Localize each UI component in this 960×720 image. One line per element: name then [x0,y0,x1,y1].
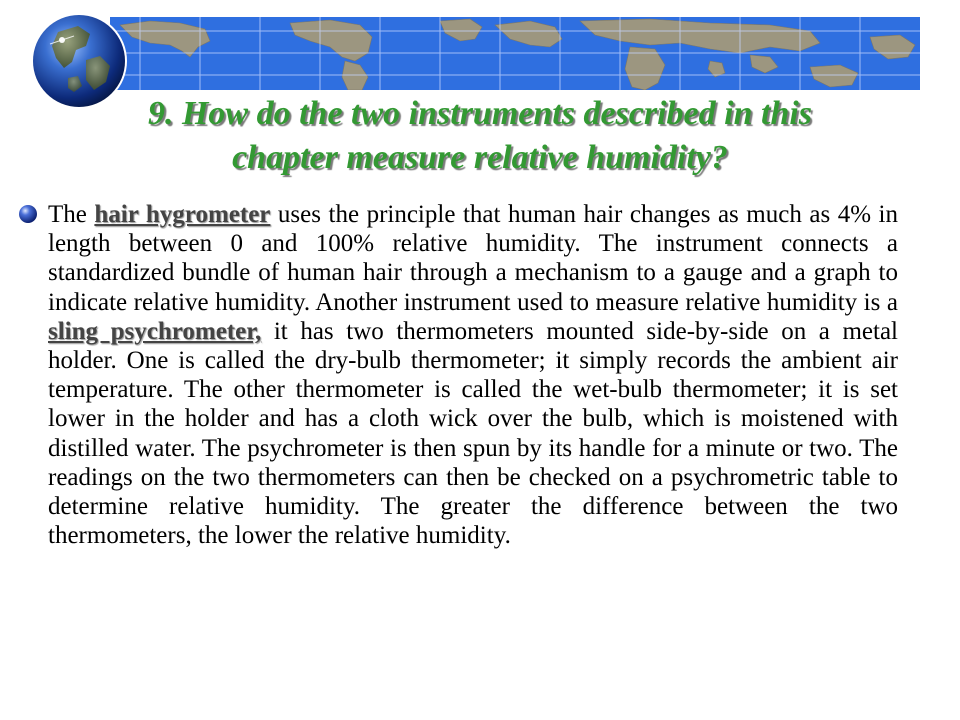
paragraph-text-3: it has two thermometers mounted side-by-side on a metal holder. One is called the dry-bulb thermometer; it simply records the ambient air temperature. The other thermometer is called the wet-bulb thermometer; it is set lower in the holder and has a cloth wick over the bulb, which is moistened with distilled water. The psychrometer is then spun by its handle for a minute or two. The readings on the two thermometers can then be checked on a psychrometric table to determine relative humidity. The greater the difference between the two thermometers, the lower the relative humidity. [48,317,898,550]
world-map-icon [110,17,920,90]
paragraph-text-2: uses the principle that human hair changes as much as 4% in length between 0 and 100% relative humidity. The instrument connects a standardized bundle of human hair through a mechanism to a gauge and a graph to indicate relative humidity. Another instrument used to measure relative humidity is a [48,201,898,316]
bullet-paragraph [48,200,898,550]
paragraph-text-1: The [48,201,95,228]
sphere-bullet-icon [18,204,38,224]
slide-title [30,92,930,180]
term-hair-hygrometer: hair hygrometer [94,201,271,228]
bullet-item [18,200,898,550]
slide-content [18,200,898,550]
title-line-1: 9. How do the two instruments described in this [147,95,813,132]
world-map-banner [110,17,920,90]
term-sling-psychrometer: sling psychrometer, [48,317,262,345]
title-line-2: chapter measure relative humidity? [232,139,728,176]
